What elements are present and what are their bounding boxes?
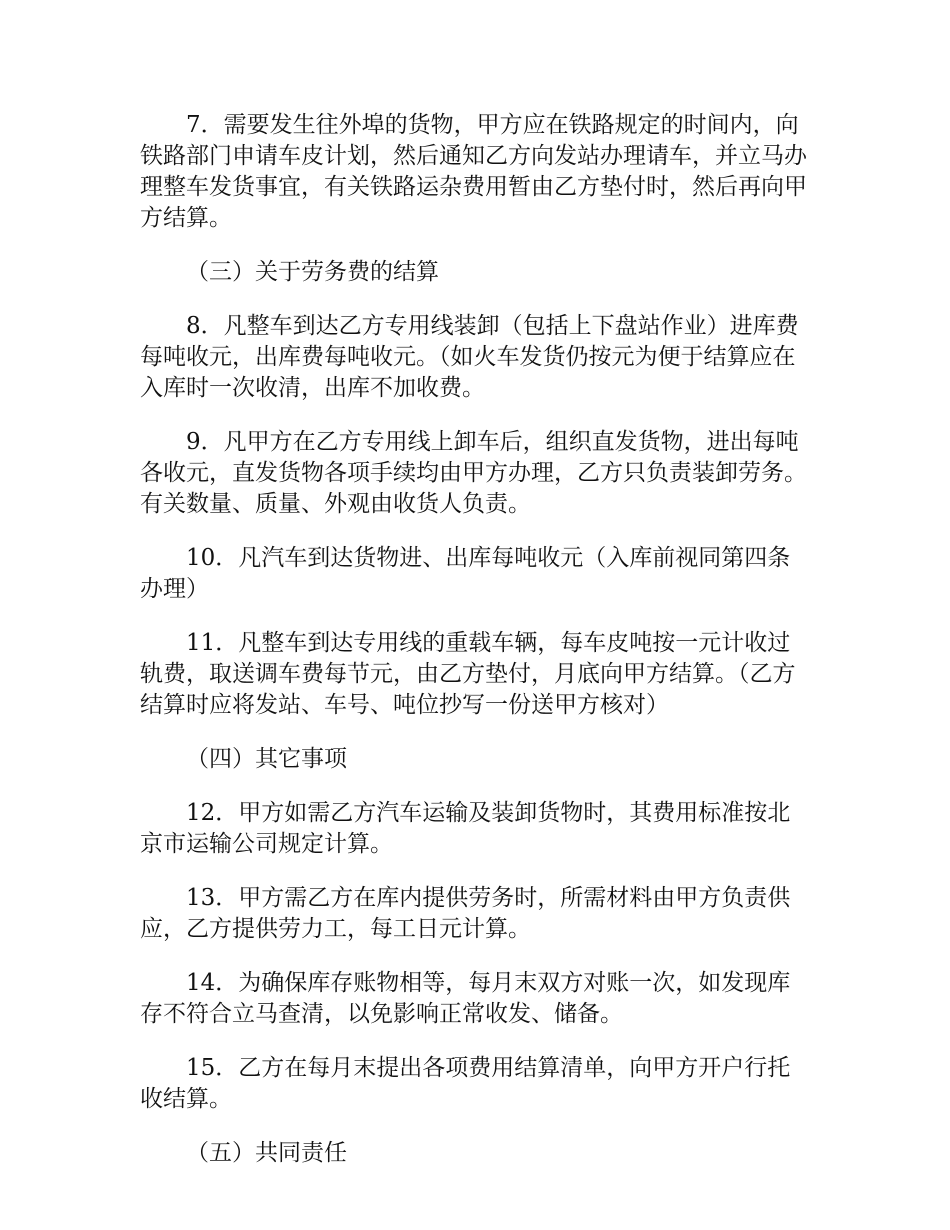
clause-10: 10．凡汽车到达货物进、出库每吨收元（入库前视同第四条办理） bbox=[140, 545, 791, 602]
clause-12: 12．甲方如需乙方汽车运输及装卸货物时，其费用标准按北京市运输公司规定计算。 bbox=[140, 800, 791, 857]
clause-9: 9．凡甲方在乙方专用线上卸车后，组织直发货物，进出每吨各收元，直发货物各项手续均由甲方办理，乙方只负责装卸劳务。有关数量、质量、外观由收货人负责。 bbox=[140, 429, 807, 517]
clause-8: 8．凡整车到达乙方专用线装卸（包括上下盘站作业）进库费每吨收元，出库费每吨收元。（如火车发货仍按元为便于结算应在入库时一次收清，出库不加收费。 bbox=[140, 313, 799, 401]
section-5-heading: （五）共同责任 bbox=[186, 1140, 347, 1166]
section-3-heading: （三）关于劳务费的结算 bbox=[186, 259, 439, 285]
clause-13: 13．甲方需乙方在库内提供劳务时，所需材料由甲方负责供应，乙方提供劳力工，每工日元计算。 bbox=[140, 885, 791, 942]
clause-11: 11．凡整车到达专用线的重载车辆，每车皮吨按一元计收过轨费，取送调车费每节元，由乙方垫付，月底向甲方结算。（乙方结算时应将发站、车号、吨位抄写一份送甲方核对） bbox=[140, 630, 796, 718]
section-4-heading: （四）其它事项 bbox=[186, 746, 347, 772]
clause-14: 14．为确保库存账物相等，每月末双方对账一次，如发现库存不符合立马查清，以免影响正常收发、储备。 bbox=[140, 970, 791, 1027]
clause-15: 15．乙方在每月末提出各项费用结算清单，向甲方开户行托收结算。 bbox=[140, 1055, 791, 1112]
clause-7: 7．需要发生往外埠的货物，甲方应在铁路规定的时间内，向铁路部门申请车皮计划，然后通知乙方向发站办理请车，并立马办理整车发货事宜，有关铁路运杂费用暂由乙方垫付时，然后再向甲方结算。 bbox=[140, 112, 807, 231]
